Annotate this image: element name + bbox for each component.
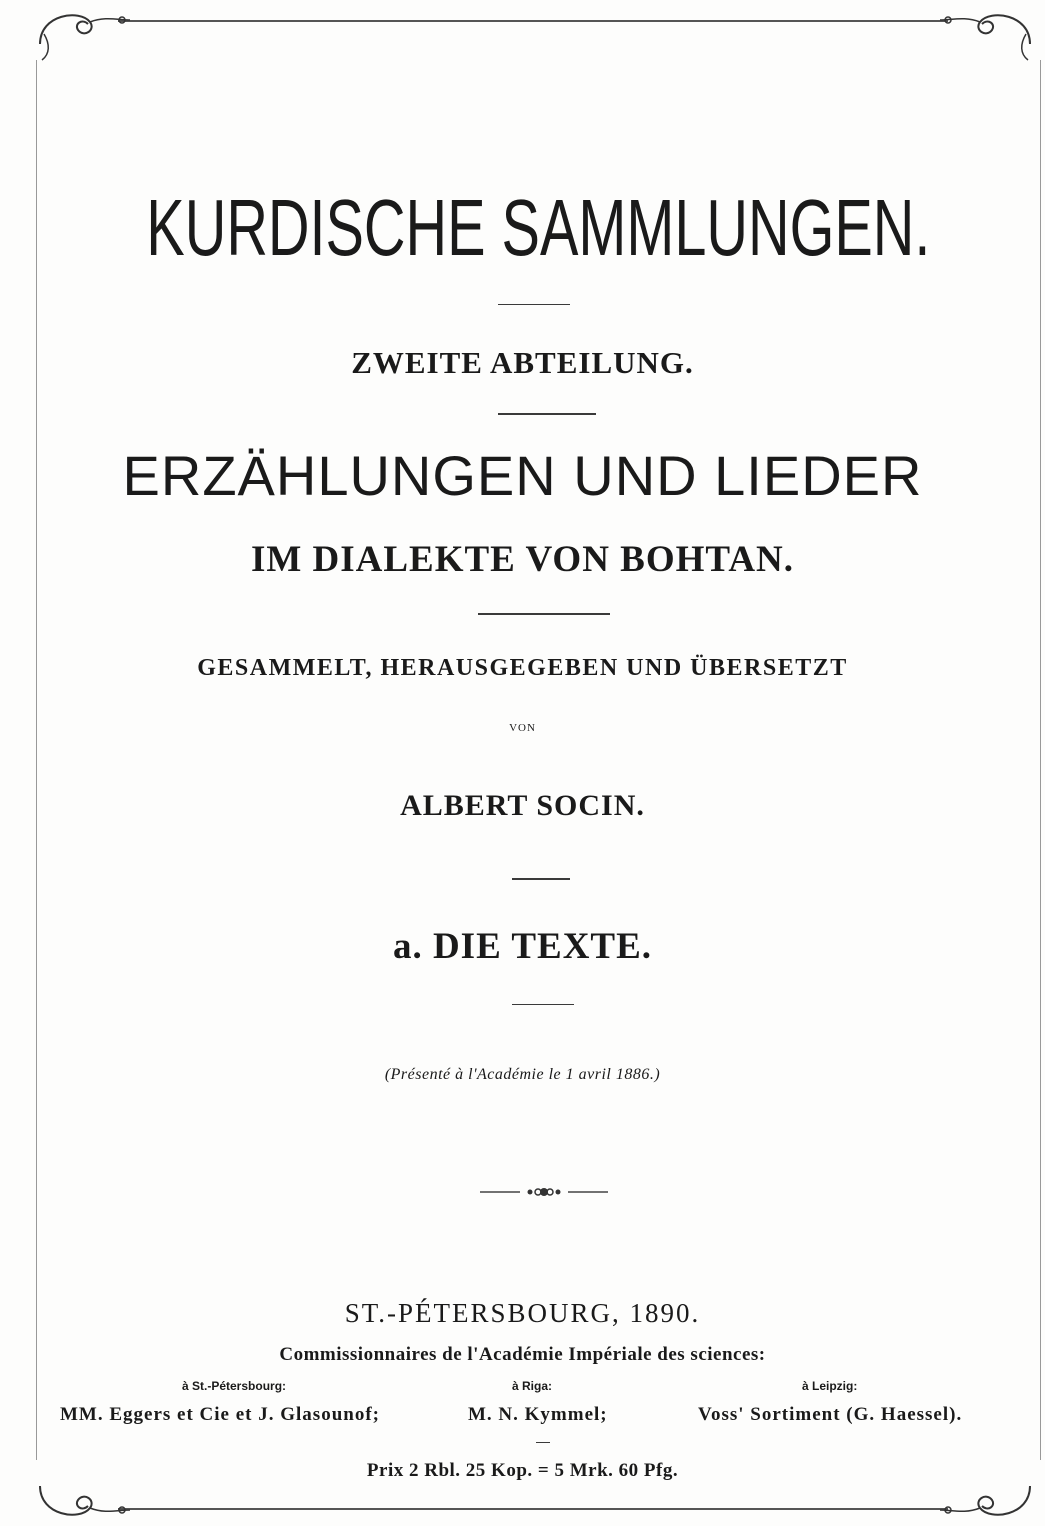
rule-before-price: [536, 1442, 550, 1443]
city-year: ST.-PÉTERSBOURG, 1890.: [344, 1298, 701, 1328]
right-border-rule: [1040, 60, 1041, 1460]
location-st-petersbourg: à St.-Pétersbourg:: [182, 1379, 287, 1393]
division-heading: ZWEITE ABTEILUNG.: [351, 345, 694, 380]
left-border-rule: [36, 60, 37, 1460]
dialect-heading: IM DIALEKTE VON BOHTAN.: [250, 539, 795, 580]
rule-after-author: [512, 878, 570, 880]
location-riga: à Riga:: [512, 1379, 553, 1393]
vignette-ornament-icon: [480, 1184, 608, 1200]
commission-line: Commissionnaires de l'Académie Impériale des sciences:: [279, 1344, 766, 1365]
presented-note: (Présenté à l'Académie le 1 avril 1886.): [384, 1066, 661, 1083]
top-border-rule: [118, 20, 948, 22]
book-subtitle: ERZÄHLUNGEN UND LIEDER: [122, 444, 923, 507]
bottom-border-rule: [118, 1508, 948, 1510]
part-heading: a. DIE TEXTE.: [392, 926, 653, 967]
rule-after-part: [512, 1004, 574, 1005]
corner-ornament-top-right-icon: [930, 4, 1040, 64]
book-title: KURDISCHE SAMMLUNGEN.: [146, 183, 931, 272]
collected-line: GESAMMELT, HERAUSGEGEBEN UND ÜBERSETZT: [197, 655, 848, 681]
rule-after-title: [498, 304, 570, 305]
corner-ornament-top-left-icon: [30, 4, 140, 64]
seller-riga: M. N. Kymmel;: [468, 1404, 608, 1425]
location-leipzig: à Leipzig:: [802, 1379, 858, 1393]
author-name: ALBERT SOCIN.: [400, 789, 645, 822]
price-line: Prix 2 Rbl. 25 Kop. = 5 Mrk. 60 Pfg.: [366, 1460, 679, 1481]
rule-after-dialect: [478, 613, 610, 615]
rule-after-division: [498, 413, 596, 415]
von-line: VON: [509, 722, 536, 734]
seller-leipzig: Voss' Sortiment (G. Haessel).: [698, 1404, 963, 1425]
seller-st-petersbourg: MM. Eggers et Cie et J. Glasounof;: [60, 1404, 380, 1425]
